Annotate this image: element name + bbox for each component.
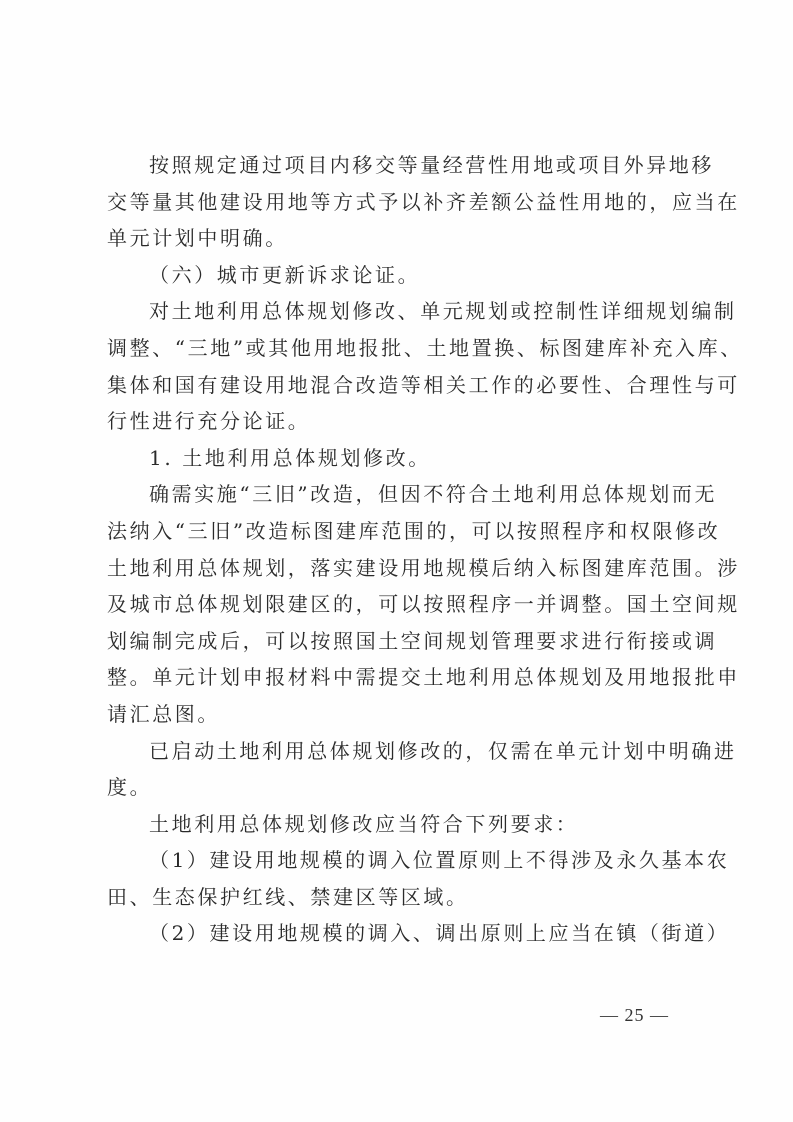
paragraph-line: 行性进行充分论证。 xyxy=(107,409,311,434)
page-number: — 25 — xyxy=(600,1005,669,1025)
paragraph-line: 整。单元计划申报材料中需提交土地利用总体规划及用地报批申 xyxy=(107,665,740,690)
paragraph-line: 及城市总体规划限建区的，可以按照程序一并调整。国土空间规 xyxy=(107,592,740,617)
paragraph-line: 土地利用总体规划修改应当符合下列要求： xyxy=(149,811,579,836)
paragraph-line: 确需实施“三旧”改造，但因不符合土地利用总体规划而无 xyxy=(149,482,718,507)
paragraph-line: 单元计划中明确。 xyxy=(107,226,288,251)
body-text xyxy=(107,147,743,952)
list-item-line: 田、生态保护红线、禁建区等区域。 xyxy=(107,884,469,909)
list-item-line: （2）建设用地规模的调入、调出原则上应当在镇（街道） xyxy=(149,921,730,946)
paragraph-line: 土地利用总体规划，落实建设用地规模后纳入标图建库范围。涉 xyxy=(107,555,740,580)
paragraph-line: 度。 xyxy=(107,775,153,800)
paragraph-line: 按照规定通过项目内移交等量经营性用地或项目外异地移 xyxy=(149,153,714,177)
paragraph-line: 已启动土地利用总体规划修改的，仅需在单元计划中明确进 xyxy=(149,738,737,763)
paragraph-line: 划编制完成后，可以按照国土空间规划管理要求进行衔接或调 xyxy=(107,628,718,653)
paragraph-line: 调整、“三地”或其他用地报批、土地置换、标图建库补充入库、 xyxy=(107,335,743,360)
subsection-heading: 1. 土地利用总体规划修改。 xyxy=(149,445,431,470)
paragraph-line: 集体和国有建设用地混合改造等相关工作的必要性、合理性与可 xyxy=(107,372,740,397)
list-item-line: （1）建设用地规模的调入位置原则上不得涉及永久基本农 xyxy=(149,848,730,873)
paragraph-line: 请汇总图。 xyxy=(107,701,220,726)
section-heading: （六）城市更新诉求论证。 xyxy=(149,262,421,287)
paragraph-line: 交等量其他建设用地等方式予以补齐差额公益性用地的，应当在 xyxy=(107,189,740,214)
paragraph-line: 法纳入“三旧”改造标图建库范围的，可以按照程序和权限修改 xyxy=(107,518,721,543)
paragraph-line: 对土地利用总体规划修改、单元规划或控制性详细规划编制 xyxy=(149,299,737,324)
